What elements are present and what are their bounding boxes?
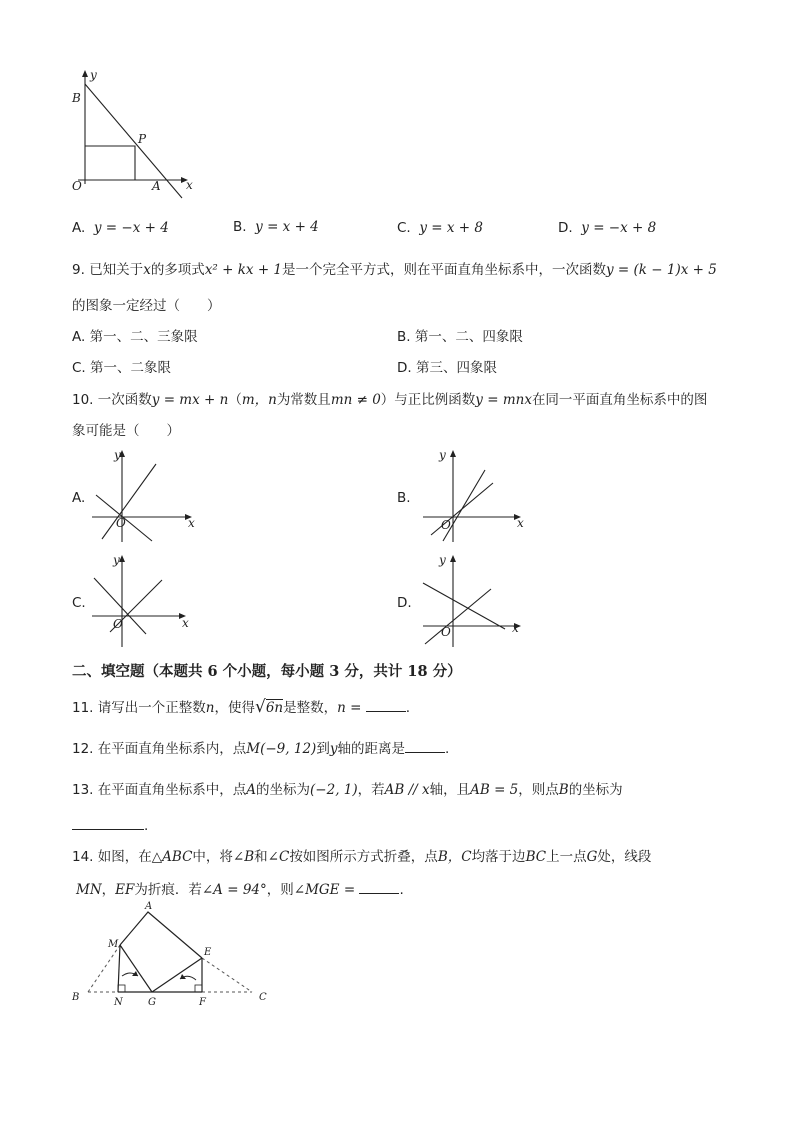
- q10-stem: 10. 一次函数y = mx + n（m，n为常数且mn ≠ 0）与正比例函数y = mnx在同一平面直角坐标系中的图: [72, 392, 708, 408]
- q8-figure: [60, 62, 210, 202]
- label-P: P: [138, 132, 147, 146]
- segment-GE: [152, 958, 202, 992]
- label-x: x: [186, 178, 193, 192]
- label-C: C: [259, 992, 267, 1003]
- q14-figure: [68, 900, 278, 1010]
- q13-answer-line: .: [72, 815, 148, 835]
- q14-stem-line2: MN，EF为折痕．若∠A = 94°，则∠MGE = .: [76, 879, 404, 899]
- q9-option-c[interactable]: C. 第一、二象限: [72, 360, 172, 376]
- q14-stem: 14. 如图，在△ABC中，将∠B和∠C按如图所示方式折叠，点B，C均落于边BC上一点G处，线段: [72, 849, 652, 865]
- q11-stem: 11. 请写出一个正整数n，使得√6n是整数，n = .: [72, 697, 411, 717]
- q8-option-d[interactable]: D. y = −x + 8: [558, 220, 657, 236]
- q12-answer-blank[interactable]: [405, 738, 445, 753]
- y-arrow: [119, 555, 125, 562]
- label-O: O: [116, 516, 126, 530]
- q10-option-d[interactable]: D.: [397, 595, 412, 611]
- label-y: y: [439, 448, 446, 462]
- label-O: O: [113, 617, 123, 631]
- label-F: F: [199, 997, 206, 1008]
- q10-graph-c: [88, 552, 208, 652]
- q10-option-a[interactable]: A.: [72, 490, 86, 506]
- label-y: y: [439, 553, 446, 567]
- line-2: [423, 583, 505, 629]
- label-y: y: [113, 553, 120, 567]
- y-arrow: [82, 70, 88, 77]
- q10-graph-b: [413, 447, 533, 547]
- q9-option-a[interactable]: A. 第一、二、三象限: [72, 329, 198, 345]
- label-A: A: [145, 901, 153, 912]
- line-2: [102, 464, 156, 539]
- q8-option-c[interactable]: C. y = x + 8: [397, 220, 483, 236]
- label-G: G: [148, 997, 156, 1008]
- q9-stem-line2: 的图象一定经过（ ）: [72, 298, 221, 314]
- dashed-EC: [202, 958, 252, 992]
- q12-stem: 12. 在平面直角坐标系内，点M(−9, 12)到y轴的距离是 .: [72, 738, 449, 758]
- q8-option-b[interactable]: B. y = x + 4: [233, 219, 319, 235]
- line-1: [425, 589, 491, 644]
- q10-graph-a: [88, 447, 208, 547]
- label-x: x: [512, 621, 519, 635]
- right-angle-F: [195, 985, 202, 992]
- label-O: O: [441, 518, 451, 532]
- label-N: N: [114, 997, 123, 1008]
- q13-answer-blank[interactable]: [72, 815, 144, 830]
- section-2-heading: 二、填空题（本题共 6 个小题，每小题 3 分，共计 18 分）: [72, 663, 462, 680]
- q9-stem: 9. 已知关于x的多项式x² + kx + 1是一个完全平方式，则在平面直角坐标系中，一次函数y = (k − 1)x + 5: [72, 262, 717, 278]
- label-x: x: [517, 516, 524, 530]
- q9-option-b[interactable]: B. 第一、二、四象限: [397, 329, 523, 345]
- q14-answer-blank[interactable]: [359, 879, 399, 894]
- q10-option-c[interactable]: C.: [72, 595, 86, 611]
- q13-stem: 13. 在平面直角坐标系中，点A的坐标为(−2, 1)，若AB // x轴，且AB = 5，则点B的坐标为: [72, 782, 623, 798]
- label-A: A: [152, 179, 161, 193]
- line-BA: [85, 84, 182, 198]
- q9-option-d[interactable]: D. 第三、四象限: [397, 360, 497, 376]
- sqrt-symbol: √: [254, 697, 266, 717]
- q10-graph-d: [413, 552, 533, 652]
- label-O: O: [72, 179, 82, 193]
- sides-MA-AE: [120, 912, 202, 958]
- label-x: x: [188, 516, 195, 530]
- right-angle-N: [118, 985, 125, 992]
- label-M: M: [108, 939, 119, 950]
- label-y: y: [114, 448, 121, 462]
- rectangle-OP: [85, 146, 135, 180]
- label-x: x: [182, 616, 189, 630]
- q10-stem-line2: 象可能是（ ）: [72, 423, 180, 439]
- q10-option-b[interactable]: B.: [397, 490, 411, 506]
- q11-answer-blank[interactable]: [366, 697, 406, 712]
- y-arrow: [450, 450, 456, 457]
- y-arrow: [450, 555, 456, 562]
- label-B: B: [72, 992, 80, 1003]
- label-E: E: [204, 947, 212, 958]
- label-y: y: [90, 68, 97, 82]
- label-B: B: [72, 91, 81, 105]
- label-O: O: [441, 625, 451, 639]
- q8-option-a[interactable]: A. y = −x + 4: [72, 220, 169, 236]
- dashed-BM: [88, 945, 120, 992]
